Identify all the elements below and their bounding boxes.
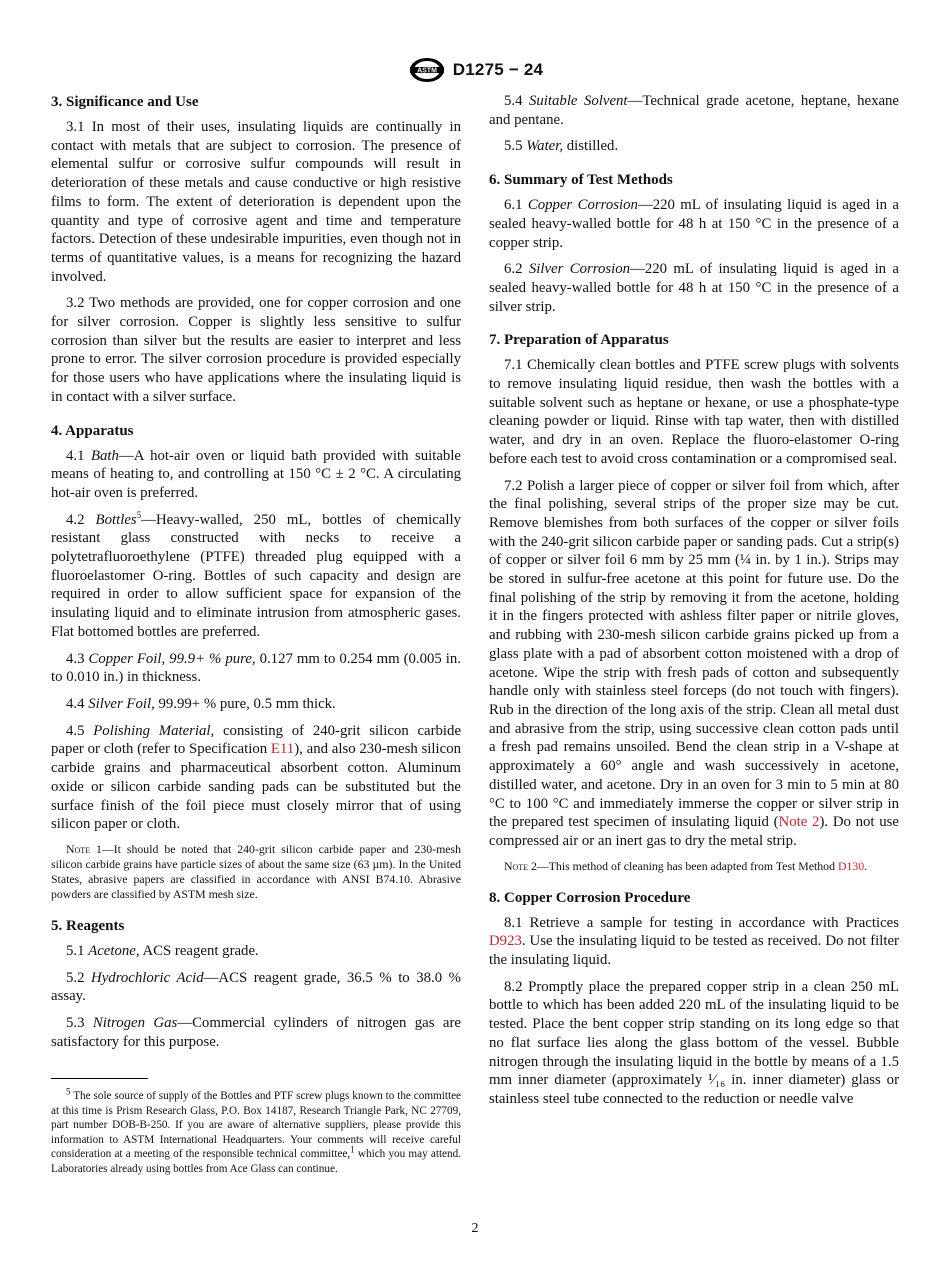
para-4-4: 4.4 Silver Foil, 99.99+ % pure, 0.5 mm thick.: [66, 695, 336, 712]
section-6-title: 6. Summary of Test Methods: [489, 172, 673, 189]
footnote-divider: [51, 1078, 148, 1079]
para-5-3: 5.3 Nitrogen Gas—Commercial cylinders of nitrogen gas are satisfactory for this purpose.: [51, 1015, 461, 1050]
page-header: [0, 56, 950, 84]
link-e11[interactable]: E11: [270, 741, 295, 758]
para-7-2: 7.2 Polish a larger piece of copper or silver foil from which, after the final polishing, several strips of the proper size may be cut. Remove blemishes from both surfaces of the copper or silver foils with the 240-grit silicon carbide paper or sanding pads. Cut a strip(s) of copper or silver foil 6 mm by 25 mm (¼ in. by 1 in.). Strips may be stored in sulfur-free acetone at this point for future use. Do the final polishing of the strip by removing it from the acetone, holding it in the fingers protected with ashless filter paper or nitrile gloves, and rubbing with 230-mesh silicon carbide grains picked up from a glass plate with a pad of absorbent cotton moistened with a drop of acetone. Wipe the strip with fresh pads of cotton and subsequently handle only with stainless steel forceps (do not touch with fingers). Rub in the direction of the long axis of the strip. Clean all metal dust and abrasive from the strip, using successive clean cotton pads until a fresh pad remains unsoiled. Bend the clean strip in a V-shape at approximately a 60° angle and wash successively in acetone, distilled water, and acetone. Dry in an oven for 3 min to 5 min at 80 °C to 100 °C and immediately immerse the copper or silver strip in the prepared test specimen of insulating liquid (Note 2). Do not use compressed air or an inert gas to dry the metal strip.: [489, 477, 899, 849]
document-id: D1275 − 24: [452, 60, 544, 79]
para-5-4: 5.4 Suitable Solvent—Technical grade acetone, heptane, hexane and pentane.: [489, 93, 900, 128]
para-8-2: 8.2 Promptly place the prepared copper strip in a clean 250 mL bottle to which has been added 220 mL of the insulating liquid to be tested. Place the bent copper strip standing on its long edge so that no flat surface lies along the glass bottom of the vessel. Bubble nitrogen through the insulating liquid in the bottle by means of a 1.5 mm inner diameter (approximately ¹⁄₁₆ in. inner diameter) glass or stainless steel tube connected to the reduction or needle valve: [489, 978, 899, 1107]
page-number: 2: [471, 1221, 479, 1236]
para-3-2: 3.2 Two methods are provided, one for copper corrosion and one for silver corrosion. Copper is slightly less sensitive to sulfur corrosion than silver but the results are easier to interpret and less prone to error. The silver corrosion procedure is provided especially for those users who have applications where the insulating liquid is in contact with a silver surface.: [51, 295, 461, 405]
note-2: Note 2—This method of cleaning has been adapted from Test Method D130.: [504, 858, 868, 873]
section-8-title: 8. Copper Corrosion Procedure: [489, 889, 691, 906]
para-5-5: 5.5 Water, distilled.: [504, 138, 619, 155]
link-d130[interactable]: D130: [837, 858, 865, 873]
section-5-title: 5. Reagents: [51, 917, 125, 934]
para-3-1: 3.1 In most of their uses, insulating liquids are continually in contact with metals that are subject to corrosion. The presence of elemental sulfur or corrosive sulfur compounds will result in deterioration of these metals and cause conductive or high resistive films to form. The extent of deterioration is dependent upon the quantity and type of corrosive agent and time and temperature factors. Detection of these undesirable impurities, even though not in terms of quantitative values, is a means for recognizing the hazard involved.: [51, 119, 461, 285]
para-6-2: 6.2 Silver Corrosion—220 mL of insulating liquid is aged in a sealed heavy-walled bottle for 48 h at 150 °C in the presence of a silver strip.: [489, 261, 900, 315]
note-1: Note 1—It should be noted that 240-grit silicon carbide paper and 230-mesh silicon carbide grains have particle sizes of about the same size (63 µm). In the United States, abrasive papers are classified in accordance with ANSI B74.10. Abrasive powders are classified by ASTM mesh size.: [51, 841, 461, 901]
section-4-title: 4. Apparatus: [51, 422, 134, 439]
logo-text: ASTM: [416, 67, 437, 75]
footnote-5: $^5$ The sole source of supply of the Bottles and PTF screw plugs known to the committee at this time is Prism Research Glass, P.O. Box 14187, Research Triangle Park, NC 27709, part number DOB-B-250. If you are aware of alternative suppliers, please provide this information to ASTM International Headquarters. Your comments will receive careful consideration at a meeting of the responsible technical committee,$^1$ which you may attend. Laboratories already using bottles from Ace Glass can continue.: [51, 1086, 461, 1175]
para-7-1: 7.1 Chemically clean bottles and PTFE screw plugs with solvents to remove insulating liquid residue, then wash the bottles with a suitable solvent such as heptane or hexane, or use a phosphate-type cleaning powder or liquid. Rinse with tap water, then with distilled water, and dry in an oven. Replace the fluoro-elastomer O-ring before each test to avoid cross contamination or a compromised seal.: [489, 357, 899, 467]
section-3-title: 3. Significance and Use: [51, 94, 199, 110]
right-column: [489, 92, 899, 1117]
para-5-1: 5.1 Acetone, ACS reagent grade.: [66, 942, 259, 959]
para-4-2: 4.2 Bottles$^5$—Heavy-walled, 250 mL, bottles of chemically resistant glass constructed with necks to receive a polytetrafluoroethylene (PTFE) threaded plug equipped with a fluoroelastomer O-ring. Bottles of such capacity and design are required in order to allow sufficient space for expansion of the insulating liquid and to eliminate intrusion from atmospheric gases. Flat bottomed bottles are preferred.: [51, 509, 461, 640]
para-4-3: 4.3 Copper Foil, 99.9+ % pure, 0.127 mm to 0.254 mm (0.005 in. to 0.010 in.) in thickness.: [51, 650, 461, 686]
para-8-1: 8.1 Retrieve a sample for testing in accordance with Practices D923. Use the insulating liquid to be tested as received. Do not filter the insulating liquid.: [489, 914, 899, 969]
para-5-2: 5.2 Hydrochloric Acid—ACS reagent grade, 36.5 % to 38.0 % assay.: [51, 969, 461, 1005]
section-7-title: 7. Preparation of Apparatus: [489, 332, 669, 349]
para-6-1: 6.1 Copper Corrosion—220 mL of insulating liquid is aged in a sealed heavy-walled bottle for 48 h at 150 °C in the presence of a copper strip.: [489, 197, 899, 251]
link-note-2[interactable]: Note 2: [778, 814, 820, 831]
left-column: [51, 92, 461, 1059]
astm-logo-icon: [407, 55, 447, 85]
para-4-5: 4.5 Polishing Material, consisting of 240-grit silicon carbide paper or cloth (refer to Specification E11), and also 230-mesh silicon carbide grains and pharmaceutical absorbent cotton. Aluminum oxide or silicon carbide sanding pads can be substituted but the surface finish of the foil piece must closely mirror that of using silicon paper or cloth.: [51, 722, 462, 833]
footnote-ref-5: 5: [136, 509, 142, 520]
link-d923[interactable]: D923: [489, 933, 522, 950]
para-4-1: 4.1 Bath—A hot-air oven or liquid bath provided with suitable means of heating to, and controlling at 150 °C ± 2 °C. A circulating hot-air oven is preferred.: [51, 447, 461, 501]
